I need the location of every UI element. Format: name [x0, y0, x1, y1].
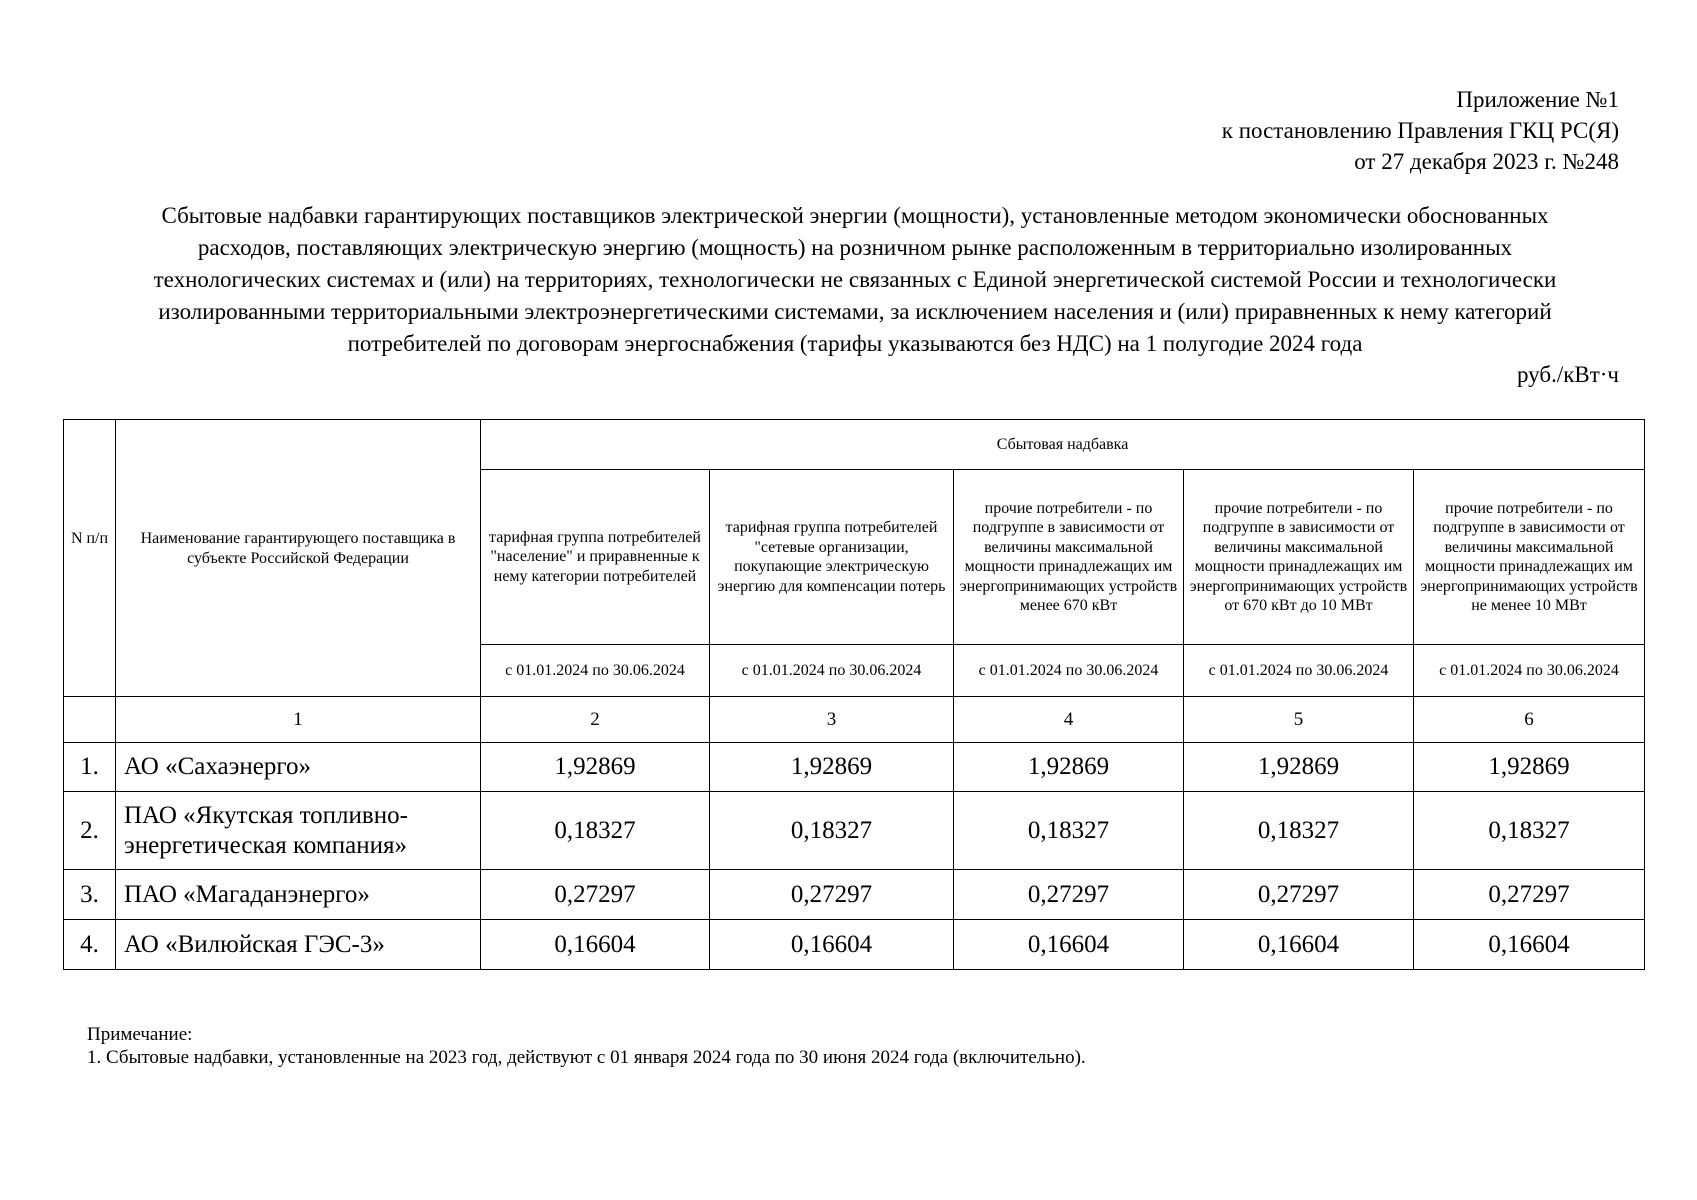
tariff-value: 1,92869 [954, 743, 1184, 792]
period-header: с 01.01.2024 по 30.06.2024 [481, 645, 710, 697]
row-number: 4. [64, 920, 116, 970]
column-number-empty [64, 697, 116, 743]
subgroup-header: тарифная группа потребителей "сетевые организации, покупающие электрическую энергию для компенсации потерь [710, 470, 954, 645]
tariff-value: 0,16604 [1184, 920, 1414, 970]
column-number: 5 [1184, 697, 1414, 743]
subgroup-header: прочие потребители - по подгруппе в зависимости от величины максимальной мощности принадлежащих им энергопринимающих устройств менее 670 кВт [954, 470, 1184, 645]
document-title [90, 200, 1620, 360]
title-line: потребителей по договорам энергоснабжения (тарифы указываются без НДС) на 1 полугодие 2024 года [347, 331, 1363, 356]
tariff-value: 1,92869 [1184, 743, 1414, 792]
table-row [64, 870, 1645, 920]
tariff-value: 0,18327 [481, 792, 710, 870]
tariff-value: 0,18327 [710, 792, 954, 870]
supplier-name: ПАО «Магаданэнерго» [116, 870, 481, 920]
tariff-value: 0,16604 [481, 920, 710, 970]
tariff-table [63, 419, 1645, 970]
col-num-header: N п/п [64, 420, 116, 697]
column-number: 1 [116, 697, 481, 743]
header-row-group [64, 420, 1645, 470]
tariff-value: 0,27297 [1414, 870, 1645, 920]
note-label: Примечание: [87, 1024, 193, 1045]
supplier-name: АО «Сахаэнерго» [116, 743, 481, 792]
table-row [64, 743, 1645, 792]
period-header: с 01.01.2024 по 30.06.2024 [710, 645, 954, 697]
period-header: с 01.01.2024 по 30.06.2024 [1184, 645, 1414, 697]
note-item: 1. Сбытовые надбавки, установленные на 2023 год, действуют с 01 января 2024 года по 30 июня 2024 года (включительно). [87, 1047, 1086, 1068]
row-number: 1. [64, 743, 116, 792]
appendix-number: Приложение №1 [1456, 87, 1619, 112]
tariff-value: 1,92869 [710, 743, 954, 792]
subgroup-header: тарифная группа потребителей "население" и приравненные к нему категории потребителей [481, 470, 710, 645]
tariff-value: 0,18327 [954, 792, 1184, 870]
row-number: 3. [64, 870, 116, 920]
title-line: Сбытовые надбавки гарантирующих поставщиков электрической энергии (мощности), установленные методом экономически обоснованных [161, 203, 1549, 228]
tariff-value: 1,92869 [481, 743, 710, 792]
tariff-value: 0,18327 [1184, 792, 1414, 870]
tariff-value: 0,16604 [710, 920, 954, 970]
tariff-value: 0,16604 [1414, 920, 1645, 970]
period-header: с 01.01.2024 по 30.06.2024 [954, 645, 1184, 697]
subgroup-header: прочие потребители - по подгруппе в зависимости от величины максимальной мощности принадлежащих им энергопринимающих устройств не менее 10 МВт [1414, 470, 1645, 645]
column-number: 4 [954, 697, 1184, 743]
title-line: технологических системах и (или) на территориях, технологически не связанных с Единой энергетической системой России и технологически [153, 267, 1557, 292]
title-line: изолированными территориальными электроэнергетическими системами, за исключением населения и (или) приравненных к нему категорий [158, 299, 1552, 324]
tariff-value: 0,27297 [481, 870, 710, 920]
tariff-value: 1,92869 [1414, 743, 1645, 792]
column-number-row [64, 697, 1645, 743]
column-number: 2 [481, 697, 710, 743]
note-section [87, 1023, 1086, 1069]
unit-label: руб./кВт·ч [1516, 362, 1619, 387]
column-number: 6 [1414, 697, 1645, 743]
appendix-reference [1222, 84, 1619, 177]
tariff-value: 0,27297 [954, 870, 1184, 920]
title-line: расходов, поставляющих электрическую энергию (мощность) на розничном рынке расположенным в территориально изолированных [197, 235, 1513, 260]
table-row [64, 792, 1645, 870]
tariff-value: 0,18327 [1414, 792, 1645, 870]
tariff-value: 0,16604 [954, 920, 1184, 970]
row-number: 2. [64, 792, 116, 870]
period-header: с 01.01.2024 по 30.06.2024 [1414, 645, 1645, 697]
appendix-date: от 27 декабря 2023 г. №248 [1354, 149, 1619, 174]
tariff-value: 0,27297 [1184, 870, 1414, 920]
group-header: Сбытовая надбавка [481, 420, 1645, 470]
table-row [64, 920, 1645, 970]
supplier-name: ПАО «Якутская топливно-энергетическая компания» [116, 792, 481, 870]
tariff-value: 0,27297 [710, 870, 954, 920]
col-name-header: Наименование гарантирующего поставщика в субъекте Российской Федерации [116, 420, 481, 697]
supplier-name: АО «Вилюйская ГЭС-3» [116, 920, 481, 970]
subgroup-header: прочие потребители - по подгруппе в зависимости от величины максимальной мощности принадлежащих им энергопринимающих устройств от 670 кВт до 10 МВт [1184, 470, 1414, 645]
appendix-resolution: к постановлению Правления ГКЦ РС(Я) [1221, 118, 1619, 143]
column-number: 3 [710, 697, 954, 743]
